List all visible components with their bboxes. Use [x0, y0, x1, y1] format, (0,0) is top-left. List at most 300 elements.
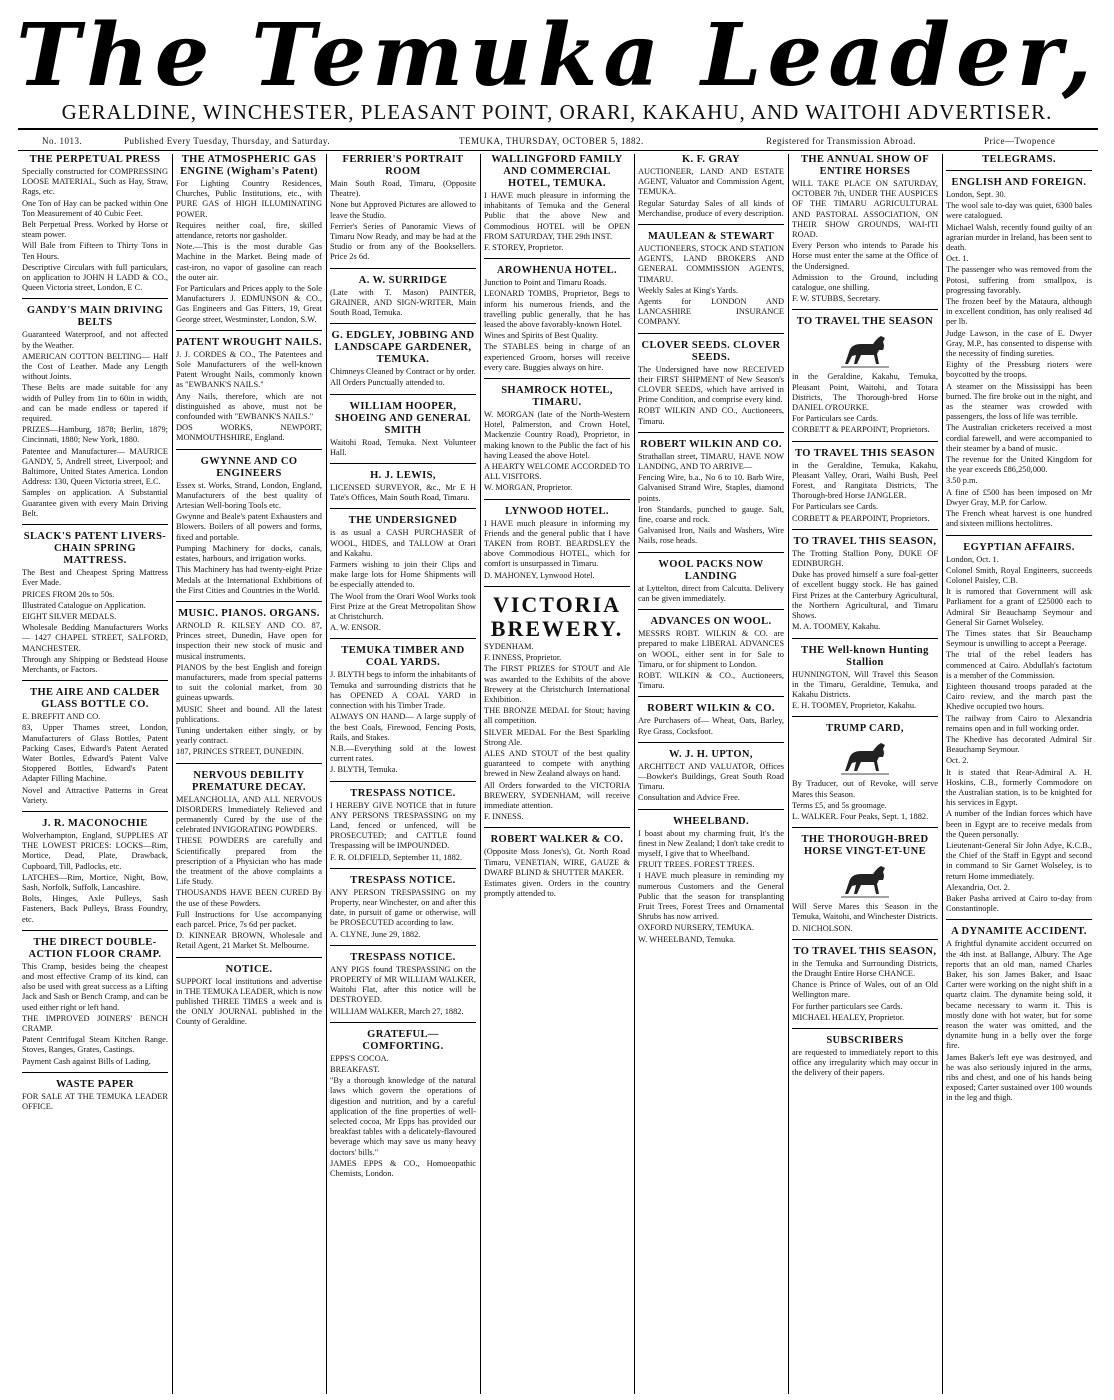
ad-text: W. MORGAN, Proprietor.: [484, 483, 573, 493]
ad-text: The Trotting Stallion Pony, DUKE OF EDINBURGH.: [792, 548, 938, 569]
ad-text: Duke has proved himself a sure foal-getter of excellent buggy stock. He has gained First Prizes at the Canterbury Agricultural, the Northern Agricultural, and Timaru Shows.: [792, 570, 938, 621]
ad-text: A frightful dynamite accident occurred on the 4th inst. at Ballange, Albury. The Age reports that an old man, named Charles Baker, his son James Baker, and Isaac Carter were working on the night shift in a quartz claim. The dynamite being sold, it became necessary to warm it. This is mostly done with hot water, but for some reason the water was omitted, and the dynamite hung in a belly over the forge fire.: [946, 939, 1092, 1051]
ad-text: London, Sept. 30.: [946, 190, 1006, 199]
advertisement: [638, 154, 784, 225]
price: Price—Twopence: [984, 136, 1056, 146]
ad-text: Fencing Wire, b.a., No 6 to 10. Barb Wire, Galvanised Strand Wire, Staples, diamond points.: [638, 473, 784, 503]
ad-text: By Traducer, out of Revoke, will serve Mares this Season.: [792, 779, 938, 799]
advertisement: [484, 834, 630, 904]
ad-heading: ROBERT WALKER & CO.: [490, 834, 624, 846]
ad-text: Oct. 2.: [946, 756, 969, 766]
ad-heading: WILLIAM HOOPER, SHOEING AND GENERAL SMITH: [335, 400, 471, 436]
ad-heading: WOOL PACKS NOW LANDING: [658, 558, 764, 582]
ad-text: PRIZES—Hamburg, 1878; Berlin, 1879; Cincinnati, 1880; New York, 1880.: [22, 425, 168, 445]
ad-heading: TRESPASS NOTICE.: [350, 951, 456, 963]
ad-text: Lieutenant-General Sir John Adye, K.C.B., the Chief of the Staff in Egypt and second in command to Sir Garnet Wolseley, is to return Home immediately.: [946, 840, 1092, 881]
ad-text: Chimneys Cleaned by Contract or by order.: [330, 367, 476, 377]
ad-text: Estimates given. Orders in the country promptly attended to.: [484, 878, 630, 899]
ad-heading: H. J. LEWIS,: [370, 470, 436, 482]
ad-text: ALES AND STOUT of the best quality guaranteed to compete with anything brewed in New Zealand always on hand.: [484, 748, 630, 779]
ad-text: Oct. 1.: [946, 254, 969, 264]
ad-text: J. J. CORDES & CO., The Patentees and Sole Manufacturers of the well-known Patent Wrought Nails, commonly known as "EWBANK'S NAILS.": [176, 349, 322, 390]
advertisement: [22, 154, 168, 299]
advertisement: [946, 177, 1092, 536]
ad-heading: AROWHENUA HOTEL.: [496, 265, 618, 277]
ad-text: F. INNESS.: [484, 812, 524, 822]
ad-text: EPPS'S COCOA.: [330, 1053, 389, 1063]
column-4: [484, 154, 630, 1394]
advertisement: [22, 531, 168, 681]
advertisement: [330, 275, 476, 325]
advertisement: [638, 816, 784, 950]
column-1: [22, 154, 168, 1394]
ad-text: The Best and Cheapest Spring Mattress Ever Made.: [22, 568, 168, 588]
ad-text: Main South Road, Timaru, (Opposite Theatre).: [330, 179, 476, 199]
newspaper-title: The Temuka Leader,: [16, 5, 1098, 106]
ad-text: Payment Cash against Bills of Lading.: [22, 1056, 151, 1066]
ad-text: ALWAYS ON HAND— A large supply of the best Coals, Firewood, Fencing Posts, Rails, and Stakes.: [330, 712, 476, 742]
ad-text: All Orders forwarded to the VICTORIA BREWERY, SYDENHAM, will receive immediate attention.: [484, 780, 630, 810]
advertisement: [330, 470, 476, 509]
ad-text: Farmers wishing to join their Clips and make large lots for Home Shipments will be especially attended to.: [330, 560, 476, 590]
ad-text: James Baker's left eye was destroyed, and he was also seriously injured in the arms, ribs and chest, and one of his hands being exposed; Carter sustained over 100 wounds in the leg and thigh.: [946, 1052, 1092, 1103]
advertisement: [176, 608, 322, 764]
ad-heading: WASTE PAPER: [55, 1078, 134, 1090]
ad-text: AUCTIONEERS, STOCK AND STATION AGENTS, LAND BROKERS AND GENERAL COMMISSION AGENTS, TIMARU.: [638, 244, 784, 284]
ad-heading: FERRIER'S PORTRAIT ROOM: [342, 154, 464, 177]
column-divider: [480, 154, 481, 1394]
advertisement: [792, 154, 938, 310]
ad-text: Baker Pasha arrived at Cairo to-day from Constantinople.: [946, 894, 1092, 914]
ad-text: FRUIT TREES. FOREST TREES.: [638, 860, 755, 870]
ad-text: FOR SALE AT THE TEMUKA LEADER OFFICE.: [22, 1091, 168, 1112]
ad-text: Eighty of the Pressburg rioters were boycotted by the troops.: [946, 360, 1092, 380]
ad-heading: MAULEAN & STEWART: [647, 231, 775, 243]
ad-heading: GRATEFUL—COMFORTING.: [362, 1028, 444, 1052]
advertisement: [792, 946, 938, 1029]
ad-text: is as usual a CASH PURCHASER of WOOL, HIDES, and TALLOW at Orari and Kakahu.: [330, 528, 476, 558]
ad-text: For Particulars see Cards.: [792, 414, 879, 424]
ad-text: A number of the Indian forces which have been in Egypt are to receive medals from the Queen personally.: [946, 809, 1092, 839]
ad-heading: W. J. H. UPTON,: [669, 748, 753, 760]
ad-text: Samples on application. A Substantial Guarantee given with every Main Driving Belt.: [22, 488, 168, 518]
ad-text: (Opposite Moss Jones's), Gt. North Road Timaru, VENETIAN, WIRE, GAUZE & DWARF BLIND & SHUTTER MAKER.: [484, 847, 630, 877]
advertisement: [484, 154, 630, 259]
advertisement: [22, 818, 168, 931]
advertisement: [176, 770, 322, 958]
ad-text: CORBETT & PEARPOINT, Proprietors.: [792, 513, 930, 523]
ad-text: A steamer on the Mississippi has been burned. The fire broke out in the night, and as the steamer was crowded with passengers, the loss of life was terrible.: [946, 381, 1092, 422]
ad-text: (Late with T. Mason) PAINTER, GRAINER, AND SIGN-WRITER, Main South Road, Temuka.: [330, 287, 476, 318]
ad-heading: THE AIRE AND CALDER GLASS BOTTLE CO.: [30, 687, 160, 711]
ad-text: The revenue for the United Kingdom for the year exceeds £86,250,000.: [946, 455, 1092, 475]
ad-text: Pumping Machinery for docks, canals, estates, harbours, and irrigation works.: [176, 543, 322, 564]
advertisement: [946, 926, 1092, 1108]
ad-text: W. MORGAN (late of the North-Western Hotel, Palmerston, and Crown Hotel, Mackenzie Country Road), Proprietor, in making known to the Public the fact of his having Leased the above Hotel.: [484, 410, 630, 460]
ad-text: The trial of the rebel leaders has commenced at Cairo. Abdullah's factotum is a member of the Commission.: [946, 650, 1092, 680]
advertisement: [330, 154, 476, 269]
advertisement: [484, 593, 630, 828]
ad-heading: THE UNDERSIGNED: [348, 515, 458, 527]
ad-heading: THE PERPETUAL PRESS: [29, 154, 161, 165]
ad-text: MUSIC Sheet and bound. All the latest publications.: [176, 704, 322, 724]
ad-text: This Cramp, besides being the cheapest and most effective Cramp of its kind, can also be used with great success as a Lifting Jack and Sash or Bench Cramp, and can be used either right or left hand.: [22, 961, 168, 1012]
ad-text: ANY PIGS found TRESPASSING on the PROPERTY of MR WILLIAM WALKER, Waitohi Flat, after this notice will be DESTROYED.: [330, 964, 476, 1005]
ad-text: The wool sale to-day was quiet, 6300 bales were catalogued.: [946, 201, 1092, 221]
ad-text: MICHAEL HEALEY, Proprietor.: [792, 1012, 905, 1022]
advertisement: [330, 401, 476, 464]
ad-heading: TRESPASS NOTICE.: [350, 787, 456, 799]
advertisement: [792, 834, 938, 940]
ad-text: PRICES FROM 20s to 50s.: [22, 589, 115, 599]
ad-text: F. INNESS, Proprietor.: [484, 653, 562, 663]
ad-text: THESE POWDERS are carefully and Scientifically prepared from the prescription of a Physician who has made the treatment of the above complaints a Life Study.: [176, 836, 322, 887]
ad-text: The Times states that Sir Beauchamp Seymour is unwilling to accept a Peerage.: [946, 628, 1092, 649]
ad-text: Chance is Prince of Wales, out of an Old Wellington mare.: [792, 980, 938, 1000]
ad-text: Consultation and Advice Free.: [638, 793, 740, 803]
ad-text: THE IMPROVED JOINERS' BENCH CRAMP.: [22, 1013, 168, 1033]
advertisement: [176, 154, 322, 331]
column-divider: [788, 154, 789, 1394]
ad-text: The railway from Cairo to Alexandria remains open and in full working order.: [946, 713, 1092, 733]
ad-text: Requires neither coal, fire, skilled attendance, retorts nor gasholder.: [176, 220, 322, 241]
ad-heading: NOTICE.: [225, 963, 273, 975]
ad-heading: NERVOUS DEBILITY PREMATURE DECAY.: [192, 769, 306, 793]
issue-number: No. 1013.: [42, 136, 83, 146]
ad-text: are requested to immediately report to this office any irregularity which may occur in the delivery of their papers.: [792, 1047, 938, 1078]
ad-heading: TRUMP CARD,: [826, 723, 904, 735]
ad-text: 83, Upper Thames street, London, Manufacturers of Glass Bottles, Patent Packing Cases, Edward's Patent Aerated Water Bottles, Edward's Patent Valve Stoppered Bottles, Edward's Patent Adapter Filling Machine.: [22, 723, 168, 784]
ad-text: LEONARD TOMBS, Proprietor, Begs to inform his numerous friends, and the travelling public generally, that he has leased the above favorably-known Hotel.: [484, 289, 630, 330]
ad-text: Illustrated Catalogue on Application.: [22, 600, 146, 610]
ad-text: ARNOLD R. KILSEY AND CO. 87, Princes street, Dunedin, Have open for inspection their new stock of music and musical instruments.: [176, 620, 322, 661]
registration-note: Registered for Transmission Abroad.: [766, 136, 916, 146]
ad-heading: ADVANCES ON WOOL.: [650, 616, 772, 628]
ad-heading: SLACK'S PATENT LIVERS-CHAIN SPRING MATTRESS.: [23, 531, 167, 567]
ad-heading: PATENT WROUGHT NAILS.: [176, 336, 322, 348]
ad-heading: K. F. GRAY: [681, 154, 741, 165]
ad-text: 187, PRINCES STREET, DUNEDIN.: [176, 747, 304, 757]
ad-text: in the Geraldine, Kakahu, Temuka, Pleasant Point, Waitohi, and Totara Districts, The Thorough-bred Horse DANIEL O'ROURKE.: [792, 372, 938, 413]
ad-text: Junction to Point and Timaru Roads.: [484, 278, 607, 288]
ad-heading: GWYNNE AND CO ENGINEERS: [200, 455, 298, 479]
ad-text: in the Geraldine, Temuka, Kakahu, Pleasant Valley, Orari, Waihi Bush, Peel Forest, and Rangitata Districts, The Thorough-bred Horse JANGLER.: [792, 460, 938, 501]
ad-text: Wholesale Bedding Manufacturers Works— 1427 CHAPEL STREET, SALFORD, MANCHESTER.: [22, 623, 168, 653]
ad-heading: THE THOROUGH-BRED HORSE VINGT-ET-UNE: [801, 834, 929, 858]
ad-text: "By a thorough knowledge of the natural laws which govern the operations of digestion and nutrition, and by a careful application of the fine properties of well-selected cocoa, Mr Epps has provided our breakfast tables with a delicately-flavoured beverage which may save us many heavy doctors' bills.": [330, 1076, 476, 1157]
ad-text: BREAKFAST.: [330, 1064, 380, 1074]
ad-heading: A. W. SURRIDGE: [358, 274, 448, 286]
advertisement: [638, 559, 784, 610]
ad-heading: THE ATMOSPHERIC GAS ENGINE (Wigham's Patent): [180, 154, 318, 177]
column-6: [792, 154, 938, 1394]
ad-text: The Undersigned have now RECEIVED their FIRST SHIPMENT of New Season's CLOVER SEEDS, which have arrived in Prime Condition, and comprise every kind.: [638, 364, 784, 405]
advertisement: [22, 687, 168, 812]
ad-text: These Belts are made suitable for any width of Pulley from 1in to 60in in width, and can be made endless or tapered if required.: [22, 383, 168, 424]
ad-heading: THE ANNUAL SHOW OF ENTIRE HORSES: [800, 154, 930, 177]
advertisement: [638, 749, 784, 810]
ad-text: Gwynne and Beale's patent Exhausters and Blowers. Boilers of all powers and forms, fixed and portable.: [176, 512, 322, 542]
ad-heading: TO TRAVEL THIS SEASON: [795, 447, 935, 459]
ad-text: The STABLES being in charge of an experienced Groom, horses will receive every care. Buggies always on hire.: [484, 342, 630, 372]
ad-text: The French wheat harvest is one hundred and sixteen millions hectolitres.: [946, 509, 1092, 529]
dateline: TEMUKA, THURSDAY, OCTOBER 5, 1882.: [459, 136, 644, 146]
ad-heading: TO TRAVEL THE SEASON: [796, 316, 934, 328]
advertisement: [638, 439, 784, 553]
advertisement: [792, 723, 938, 828]
masthead: [0, 0, 1114, 122]
column-divider: [172, 154, 173, 1394]
advertisement: [484, 385, 630, 500]
ad-text: WILLIAM WALKER, March 27, 1882.: [330, 1006, 464, 1016]
ad-text: 3.50 p.m.: [946, 476, 978, 486]
advertisement: [330, 645, 476, 781]
ad-heading: A DYNAMITE ACCIDENT.: [951, 926, 1087, 938]
advertisement: [638, 616, 784, 697]
column-divider: [326, 154, 327, 1394]
ad-text: I HAVE much pleasure in informing my Friends and the general public that I have TAKEN from ROBT. BEARDSLEY the above Commodious HOTEL, which for comfort is unsurpassed in Timaru.: [484, 518, 630, 569]
ad-text: W. WHEELBAND, Temuka.: [638, 934, 736, 944]
ad-text: Wines and Spirits of Best Quality.: [484, 331, 599, 341]
advertisement: [176, 337, 322, 450]
ad-text: Wolverhampton, England, SUPPLIES AT THE LOWEST PRICES: LOCKS—Rim, Mortice, Dead, Plate, Drawback, Cupboard, Till, Padlocks, etc.: [22, 830, 168, 871]
ad-text: in the Temuka and Surrounding Districts, the Draught Entire Horse CHANCE.: [792, 958, 938, 978]
ad-text: For Particulars and Prices apply to the Sole Manufacturers J. EDMUNSON & CO., Gas Engineers and Gas Fitters, 19, Great George street, Westminster, London, S.W.: [176, 284, 322, 324]
ad-text: F. STOREY, Proprietor.: [484, 243, 564, 253]
ad-text: Iron Standards, punched to gauge. Salt, fine, coarse and rock.: [638, 504, 784, 525]
ad-text: Terms £5, and 5s groomage.: [792, 800, 887, 810]
ad-text: Colonel Smith, Royal Engineers, succeeds Colonel Paisley, C.B.: [946, 565, 1092, 585]
ad-heading: SHAMROCK HOTEL, TIMARU.: [501, 385, 613, 409]
advertisement: [22, 937, 168, 1073]
info-bar: [24, 136, 1094, 150]
ad-text: Through any Shipping or Bedstead House Merchants, or Factors.: [22, 654, 168, 674]
advertisement: [638, 231, 784, 334]
ad-heading: THE Well-known Hunting Stallion: [801, 644, 929, 668]
ad-heading: G. EDGLEY, JOBBING AND LANDSCAPE GARDENER, TEMUKA.: [331, 330, 475, 366]
ad-text: F. R. OLDFIELD, September 11, 1882.: [330, 852, 463, 862]
ad-text: THOUSANDS HAVE BEEN CURED By the use of these Powders.: [176, 888, 322, 908]
advertisement: [22, 305, 168, 525]
advertisement: [638, 703, 784, 742]
advertisement: [792, 316, 938, 441]
ad-text: It is stated that Rear-Admiral A. H. Hoskins, C.B., formerly Commodore on the Australian station, is to be knighted for his services in Egypt.: [946, 767, 1092, 808]
ad-text: Novel and Attractive Patterns in Great Variety.: [22, 785, 168, 805]
ad-text: WILL TAKE PLACE ON SATURDAY, OCTOBER 7th, UNDER THE AUSPICES OF THE TIMARU AGRICULTURAL AND PASTORAL ASSOCIATION, ON THEIR SHOW GROUNDS, WAI-ITI ROAD.: [792, 179, 938, 240]
ad-heading: TO TRAVEL THIS SEASON,: [793, 945, 937, 957]
ad-text: LICENSED SURVEYOR, &c., Mr E H Tate's Offices, Main South Road, Timaru.: [330, 483, 476, 503]
column-divider: [634, 154, 635, 1394]
ad-text: Patent Centrifugal Steam Kitchen Range. Stoves, Ranges, Grates, Castings.: [22, 1035, 168, 1055]
advertisement: [792, 536, 938, 639]
ad-text: Specially constructed for COMPRESSING LOOSE MATERIAL, Such as Hay, Straw, Rags, etc.: [22, 167, 168, 197]
ad-text: Descriptive Circulars with full particulars, on application to JOHN H LADD & CO., Queen Victoria street, London, E C.: [22, 262, 168, 293]
ad-text: A HEARTY WELCOME ACCORDED TO ALL VISITORS.: [484, 462, 630, 482]
ad-text: Patentee and Manufacturer— MAURICE GANDY, 5, Andrell street, Liverpool; and Baltimore, United States America. London Address: 130, Queen Victoria street, E.C.: [22, 446, 168, 487]
ad-text: M. A. TOOMEY, Kakahu.: [792, 622, 881, 632]
advertisement: [484, 506, 630, 587]
ad-text: MELANCHOLIA, AND ALL NERVOUS DISORDERS Immediately Relieved and permanently Cured by the use of the celebrated INVIGORATING POWDERS.: [176, 794, 322, 835]
advertisement: [792, 1035, 938, 1084]
ad-heading: ROBERT WILKIN & CO.: [647, 703, 775, 715]
ad-text: D. MAHONEY, Lynwood Hotel.: [484, 570, 595, 580]
ad-text: SILVER MEDAL For the Best Sparkling Strong Ale.: [484, 727, 630, 747]
ad-text: D. NICHOLSON.: [792, 923, 853, 933]
ad-text: This Machinery has had twenty-eight Prize Medals at the International Exhibitions of the First Cities and Countries in the World.: [176, 565, 322, 595]
ad-text: The Australian cricketers received a most cordial farewell, and were accompanied to their steamer by a band of music.: [946, 423, 1092, 453]
ad-text: CORBETT & PEARPOINT, Proprietors.: [792, 425, 930, 435]
column-2: [176, 154, 322, 1394]
ad-text: Judge Lawson, in the case of E. Dwyer Gray, M.P., has consented to dispense with the necessity of finding sureties.: [946, 328, 1092, 359]
ad-text: I HAVE much pleasure in reminding my numerous Customers and the General Public that the season for transplanting Fruit Trees, Forest Trees and Ornamental Shrubs has now arrived.: [638, 871, 784, 922]
ad-text: PIANOS by the best English and foreign manufacturers, made from special patterns to suit the colonial market, from 30 guineas upwards.: [176, 662, 322, 703]
ad-text: EIGHT SILVER MEDALS.: [22, 611, 117, 621]
ad-heading: VICTORIA BREWERY.: [490, 591, 624, 641]
ad-text: A. CLYNE, June 29, 1882.: [330, 929, 421, 939]
newspaper-subtitle: GERALDINE, WINCHESTER, PLEASANT POINT, ORARI, KAKAHU, AND WAITOHI ADVERTISER.: [61, 100, 1053, 124]
ad-text: at Lyttelton, direct from Calcutta. Delivery can be given immediately.: [638, 583, 784, 603]
advertisement: [330, 515, 476, 639]
advertisement: [22, 1079, 168, 1117]
ad-text: Ferrier's Series of Panoramic Views of Timaru Now Ready, and may be had at the Studio or from any of the Booksellers. Price 2s 6d.: [330, 221, 476, 262]
ad-text: SYDENHAM.: [484, 641, 534, 651]
columns-area: [22, 154, 1098, 1394]
ad-text: I HEREBY GIVE NOTICE that in future ANY PERSONS TRESPASSING on my Land, fenced or unfenced, will be PROSECUTED; and CATTLE found Trespassing will be IMPOUNDED.: [330, 800, 476, 851]
advertisement: [792, 645, 938, 718]
ad-text: N.B.—Everything sold at the lowest current rates.: [330, 743, 476, 764]
ad-heading: CLOVER SEEDS. CLOVER SEEDS.: [641, 339, 781, 363]
ad-text: THE BRONZE MEDAL for Stout; having all competition.: [484, 706, 630, 726]
ad-text: E. H. TOOMEY, Proprietor, Kakahu.: [792, 701, 917, 711]
advertisement: [946, 154, 1092, 171]
ad-text: I HAVE much pleasure in informing the inhabitants of Temuka and the General Public that the above New and Commodious HOTEL will be OPEN FROM SATURDAY, THE 29th INST.: [484, 191, 630, 241]
horse-icon: [792, 330, 938, 370]
ad-text: The Khedive has decorated Admiral Sir Beauchamp Seymour.: [946, 734, 1092, 755]
ad-heading: SUBSCRIBERS: [826, 1034, 904, 1046]
ad-text: Eighteen thousand troops paraded at the Cairo review, and the march past the Khedive occupied two hours.: [946, 681, 1092, 712]
advertisement: [176, 964, 322, 1033]
ad-text: MESSRS ROBT. WILKIN & CO. are prepared to make LIBERAL ADVANCES on WOOL, either sent in for Sale to Timaru, or for shipment to London.: [638, 629, 784, 669]
ad-text: Any Nails, therefore, which are not distinguished as above, must not be confounded with "EWBANK'S NAILS.": [176, 391, 322, 422]
publication-schedule: Published Every Tuesday, Thursday, and Saturday.: [124, 136, 331, 146]
ad-text: J. BLYTH, Temuka.: [330, 765, 398, 775]
ad-text: HUNNINGTON, Will Travel this Season in the Timaru, Geraldine, Temuka, and Kakahu Districts.: [792, 669, 938, 699]
advertisement: [792, 448, 938, 530]
column-5: [638, 154, 784, 1394]
ad-text: The passenger who was removed from the Potosi, suffering from smallpox, is progressing favorably.: [946, 265, 1092, 295]
ad-text: Admission to the Ground, including catalogue, one shilling.: [792, 272, 938, 293]
ad-text: JAMES EPPS & CO., Homoeopathic Chemists, London.: [330, 1158, 476, 1178]
ad-text: For Particulars see Cards.: [792, 502, 879, 512]
ad-text: Galvanised Iron, Nails and Washers, Wire Nails, rose heads.: [638, 526, 784, 546]
ad-text: London, Oct. 1.: [946, 554, 999, 564]
ad-heading: WHEELBAND.: [672, 815, 750, 827]
ad-text: Will Bale from Fifteen to Thirty Tons in Ten Hours.: [22, 241, 168, 261]
advertisement: [330, 330, 476, 394]
ad-text: Guaranteed Waterproof, and not affected by the Weather.: [22, 330, 168, 350]
ad-text: OXFORD NURSERY, TEMUKA.: [638, 923, 755, 933]
info-rule: [18, 150, 1098, 151]
advertisement: [484, 265, 630, 379]
ad-text: ANY PERSON TRESPASSING on my Property, near Winchester, on and after this date, in pursuit of game or otherwise, will be PROSECUTED according to law.: [330, 887, 476, 928]
ad-text: All Orders Punctually attended to.: [330, 378, 445, 388]
ad-text: The Wool from the Orari Wool Works took First Prize at the Great Metropolitan Show at Christchurch.: [330, 591, 476, 622]
ad-heading: ENGLISH AND FOREIGN.: [951, 177, 1087, 188]
ad-heading: TO TRAVEL THIS SEASON,: [793, 535, 937, 547]
ad-text: The FIRST PRIZES for STOUT and Ale was awarded to the Exhibits of the above Brewery at the Christchurch International Exhibition.: [484, 664, 630, 704]
ad-text: E. BREFFIT AND CO.: [22, 712, 101, 722]
ad-text: None but Approved Pictures are allowed to leave the Studio.: [330, 200, 476, 220]
ad-text: Are Purchasers of— Wheat, Oats, Barley, Rye Grass, Cocksfoot.: [638, 716, 784, 736]
masthead-rule: [18, 128, 1098, 130]
ad-text: Strathallan street, TIMARU, HAVE NOW LANDING, AND TO ARRIVE—: [638, 451, 784, 472]
ad-text: SUPPORT local institutions and advertise in THE TEMUKA LEADER, which is now published THREE TIMES a week and is the ONLY JOURNAL published in the County of Geraldine.: [176, 976, 322, 1027]
horse-icon: [792, 737, 938, 777]
ad-text: Essex st. Works, Strand, London, England, Manufacturers of the best quality of Artesian Well-boring Tools etc.: [176, 480, 322, 511]
ad-heading: TRESPASS NOTICE.: [350, 874, 456, 886]
ad-text: D. KINNEAR BROWN, Wholesale and Retail Agent, 21 Market St. Melbourne.: [176, 931, 322, 951]
ad-heading: TEMUKA TIMBER AND COAL YARDS.: [341, 645, 465, 669]
ad-heading: TELEGRAMS.: [982, 154, 1056, 165]
ad-heading: J. R. MACONOCHIE: [42, 817, 148, 829]
ad-text: ROBT WILKIN AND CO., Auctioneers, Timaru.: [638, 406, 784, 426]
ad-text: AMERICAN COTTON BELTING— Half the Cost of Leather. Made any Length without Joints.: [22, 351, 168, 382]
ad-text: It is rumored that Government will ask Parliament for a grant of £25000 each to Admiral Sir Beauchamp Seymour and General Sir Garnet Wolseley.: [946, 587, 1092, 627]
ad-heading: GANDY'S MAIN DRIVING BELTS: [26, 305, 164, 329]
ad-text: I boast about my charming fruit, It's the finest in New Zealand; I don't take credit to myself, I give that to Wheelband.: [638, 828, 784, 858]
ad-heading: ROBERT WILKIN AND CO.: [640, 438, 782, 450]
ad-heading: MUSIC. PIANOS. ORGANS.: [178, 607, 320, 619]
ad-text: For Lighting Country Residences, Churches, Public Institutions, etc., with PURE GAS of HIGH ILLUMINATING POWER.: [176, 179, 322, 219]
advertisement: [176, 456, 322, 602]
ad-text: L. WALKER. Four Peaks, Sept. 1, 1882.: [792, 811, 929, 821]
column-divider: [942, 154, 943, 1394]
ad-text: Bolts, Hinges, Axle Pulleys, Sash Fasteners, Back Pulleys, Brass Foundry, etc.: [22, 894, 168, 924]
ad-text: LATCHES—Rim, Mortice, Night, Bow, Sash, Norfolk, Suffolk, Lancashire.: [22, 872, 168, 892]
ad-text: Regular Saturday Sales of all kinds of Merchandise, produce of every description.: [638, 198, 784, 218]
ad-text: Weekly Sales at King's Yards.: [638, 285, 738, 295]
ad-text: Note.—This is the most durable Gas Machine in the Market. Being made of cast-iron, no vapor of gasoline can reach the outer air.: [176, 242, 322, 282]
ad-text: ARCHITECT AND VALUATOR, Offices—Bowker's Buildings, Great South Road Timaru.: [638, 761, 784, 792]
ad-text: Tuning undertaken either singly, or by yearly contract.: [176, 725, 322, 746]
ad-text: Waitohi Road, Temuka. Next Volunteer Hall.: [330, 437, 476, 457]
column-3: [330, 154, 476, 1394]
advertisement: [638, 340, 784, 433]
ad-text: F. W. STUBBS, Secretary.: [792, 294, 881, 304]
ad-text: Agents for LONDON AND LANCASHIRE INSURANCE COMPANY.: [638, 297, 784, 327]
advertisement: [330, 788, 476, 869]
advertisement: [330, 875, 476, 946]
ad-text: AUCTIONEER, LAND AND ESTATE AGENT, Valuator and Commission Agent, TEMUKA.: [638, 167, 784, 197]
advertisement: [330, 1029, 476, 1184]
ad-heading: LYNWOOD HOTEL.: [505, 505, 609, 517]
ad-text: A fine of £500 has been imposed on Mr Dwyer Gray, M.P. for Carlow.: [946, 487, 1092, 507]
ad-text: Michael Walsh, recently found guilty of an agrarian murder in Ireland, has been sent to death.: [946, 222, 1092, 253]
ad-text: Full Instructions for Use accompanying each parcel. Price, 7s 6d per packet.: [176, 909, 322, 929]
ad-text: The frozen beef by the Mataura, although in excellent condition, has only realised 4d per lb.: [946, 297, 1092, 327]
ad-heading: THE DIRECT DOUBLE-ACTION FLOOR CRAMP.: [28, 936, 162, 960]
ad-text: ROBT. WILKIN & CO., Auctioneers, Timaru.: [638, 670, 784, 691]
ad-text: For further particulars see Cards.: [792, 1001, 903, 1011]
ad-text: One Ton of Hay can be packed within One Ton Measurement of 40 Cubic Feet.: [22, 198, 168, 218]
ad-text: Alexandria, Oct. 2.: [946, 882, 1010, 892]
ad-text: Every Person who intends to Parade his Horse must enter the same at the Office of the Undersigned.: [792, 241, 938, 271]
ad-text: Belt Perpetual Press. Worked by Horse or steam power.: [22, 220, 168, 240]
advertisement: [946, 542, 1092, 921]
ad-text: Will Serve Mares this Season in the Temuka, Waitohi, and Winchester Districts.: [792, 902, 938, 922]
advertisement: [330, 952, 476, 1023]
ad-text: A. W. ENSOR.: [330, 623, 381, 633]
